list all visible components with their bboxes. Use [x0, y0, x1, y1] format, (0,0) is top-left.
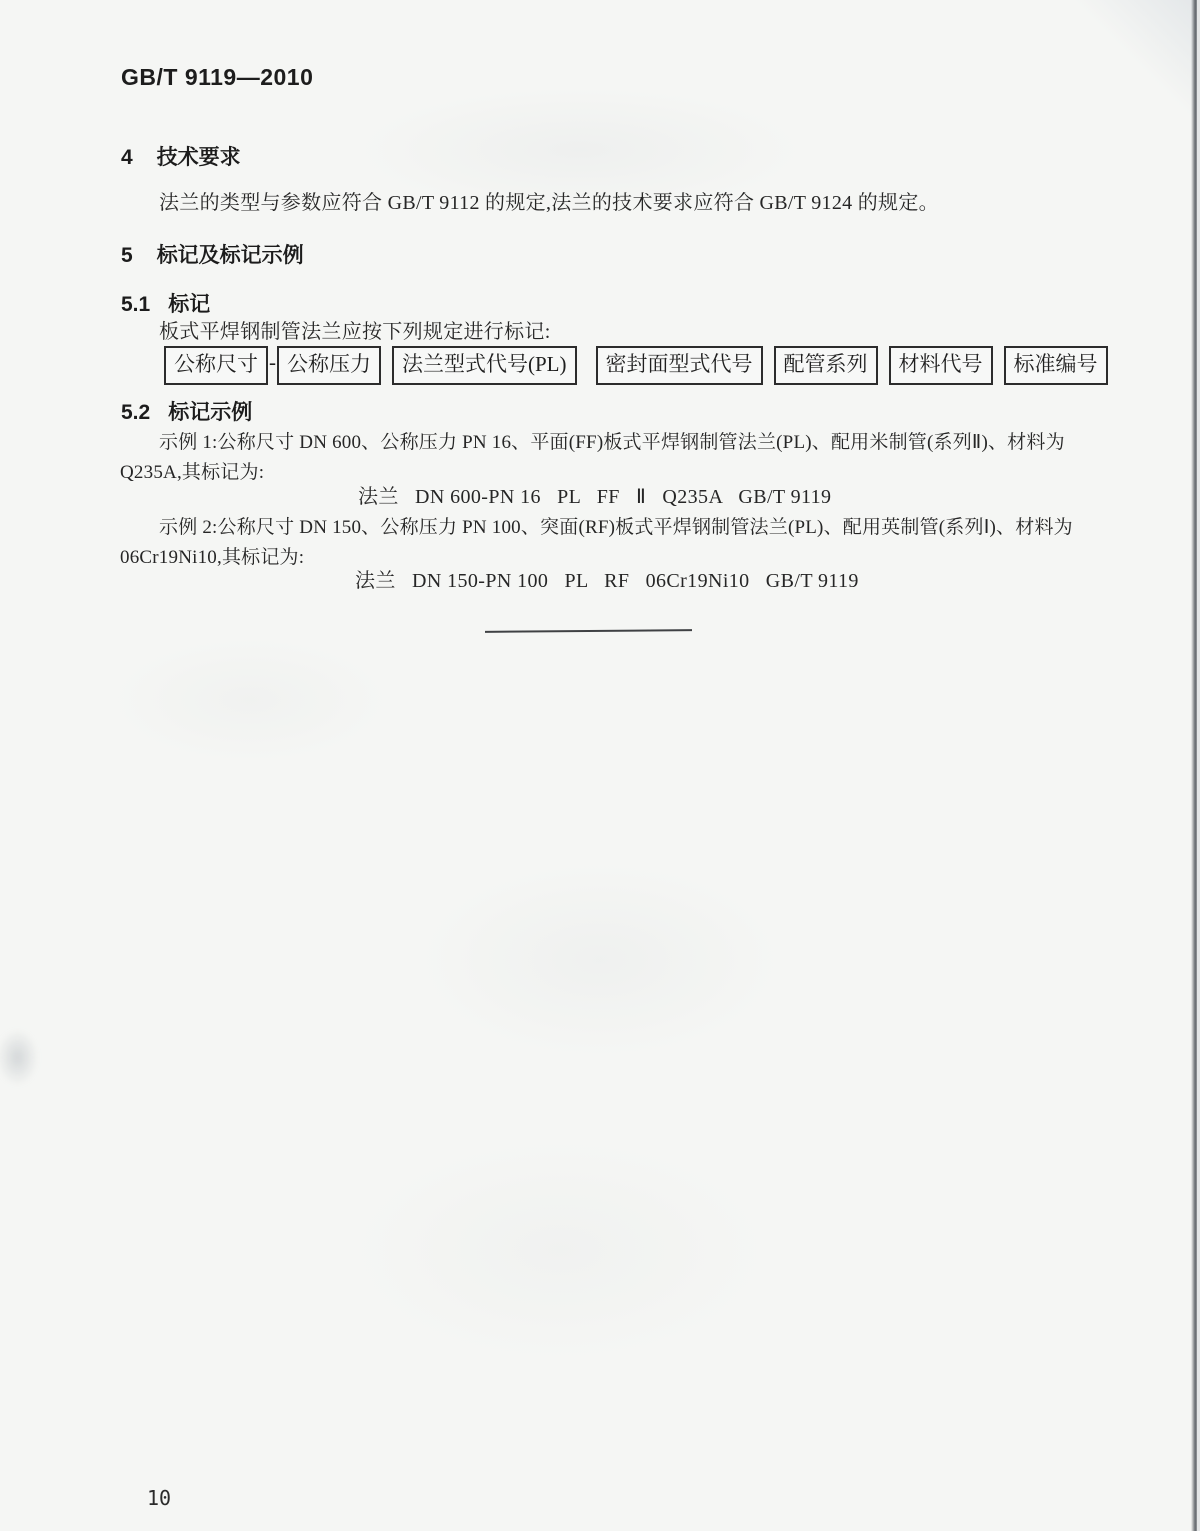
scan-smudge	[0, 1020, 45, 1095]
section-5-2-title: 标记示例	[168, 401, 253, 424]
section-5-2-number: 5.2	[121, 401, 151, 424]
section-4-title: 技术要求	[156, 146, 241, 169]
example-2-line-1: 示例 2:公称尺寸 DN 150、公称压力 PN 100、突面(RF)板式平焊钢制管法兰(PL)、配用英制管(系列Ⅰ)、材料为	[159, 517, 1073, 538]
example-1-line-2: Q235A,其标记为:	[120, 462, 265, 483]
section-4-heading	[121, 141, 241, 171]
example-1-line-1: 示例 1:公称尺寸 DN 600、公称压力 PN 16、平面(FF)板式平焊钢制管法兰(PL)、配用米制管(系列Ⅱ)、材料为	[159, 432, 1065, 453]
designation-box-material-code: 材料代号	[889, 346, 993, 385]
designation-box-flange-type-code: 法兰型式代号(PL)	[392, 346, 577, 385]
section-4-paragraph: 法兰的类型与参数应符合 GB/T 9112 的规定,法兰的技术要求应符合 GB/T 9124 的规定。	[159, 192, 939, 214]
page-number: 10	[147, 1486, 172, 1510]
section-5-2-heading	[121, 396, 252, 426]
designation-box-standard-number: 标准编号	[1004, 346, 1108, 385]
scan-paper-edge-line	[1191, 0, 1197, 1531]
section-4-number: 4	[121, 146, 133, 169]
designation-box-pipe-series: 配管系列	[774, 346, 878, 385]
section-5-heading	[121, 239, 304, 269]
example-1-designation: 法兰 DN 600-PN 16 PL FF Ⅱ Q235A GB/T 9119	[358, 486, 832, 508]
designation-box-nominal-pressure: 公称压力	[277, 346, 381, 385]
section-5-1-title: 标记	[168, 293, 211, 316]
designation-box-nominal-size: 公称尺寸	[164, 346, 268, 385]
standard-number-header: GB/T 9119—2010	[121, 64, 314, 90]
marking-intro-paragraph: 板式平焊钢制管法兰应按下列规定进行标记:	[159, 321, 551, 343]
section-5-number: 5	[121, 244, 133, 267]
section-5-1-number: 5.1	[121, 293, 151, 316]
end-of-document-rule	[485, 629, 692, 633]
section-5-title: 标记及标记示例	[156, 244, 304, 267]
section-5-1-heading	[121, 288, 210, 318]
example-2-line-2: 06Cr19Ni10,其标记为:	[120, 547, 305, 568]
example-2-designation: 法兰 DN 150-PN 100 PL RF 06Cr19Ni10 GB/T 9119	[355, 570, 859, 592]
designation-box-facing-type-code: 密封面型式代号	[596, 346, 763, 385]
designation-box-separator: -	[269, 350, 276, 374]
designation-box-diagram	[164, 346, 1108, 385]
